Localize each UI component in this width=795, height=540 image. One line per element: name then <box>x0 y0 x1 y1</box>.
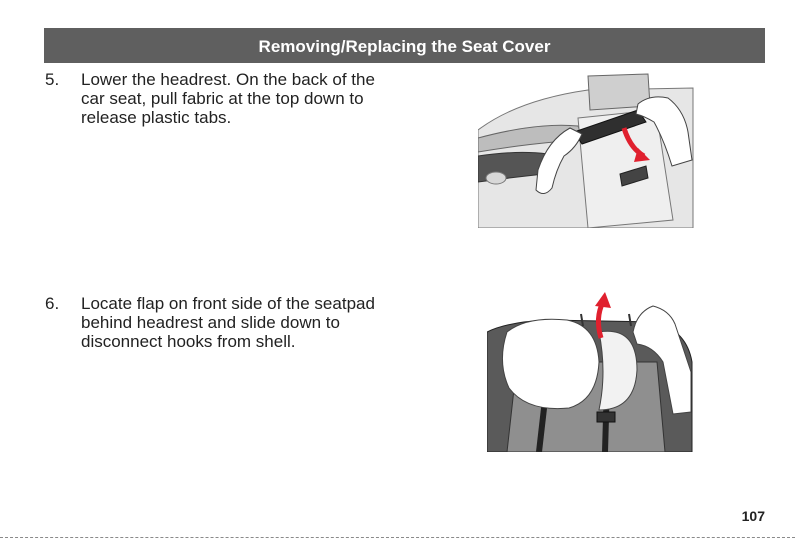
step-text: Lower the headrest. On the back of the car seat, pull fabric at the top down to release plastic tabs. <box>81 70 375 127</box>
page-number: 107 <box>741 508 765 524</box>
instruction-step <box>45 294 405 374</box>
step-number: 5. <box>45 70 60 89</box>
section-title: Removing/Replacing the Seat Cover <box>258 37 551 56</box>
seat-back-illustration <box>478 70 696 228</box>
bottom-rule <box>0 537 795 538</box>
step-number: 6. <box>45 294 60 313</box>
section-header-bar <box>44 28 765 63</box>
instruction-step <box>45 70 405 130</box>
step-text: Locate flap on front side of the seatpad behind headrest and slide down to disconnect hooks from shell. <box>81 294 375 351</box>
seat-front-illustration <box>487 292 695 452</box>
